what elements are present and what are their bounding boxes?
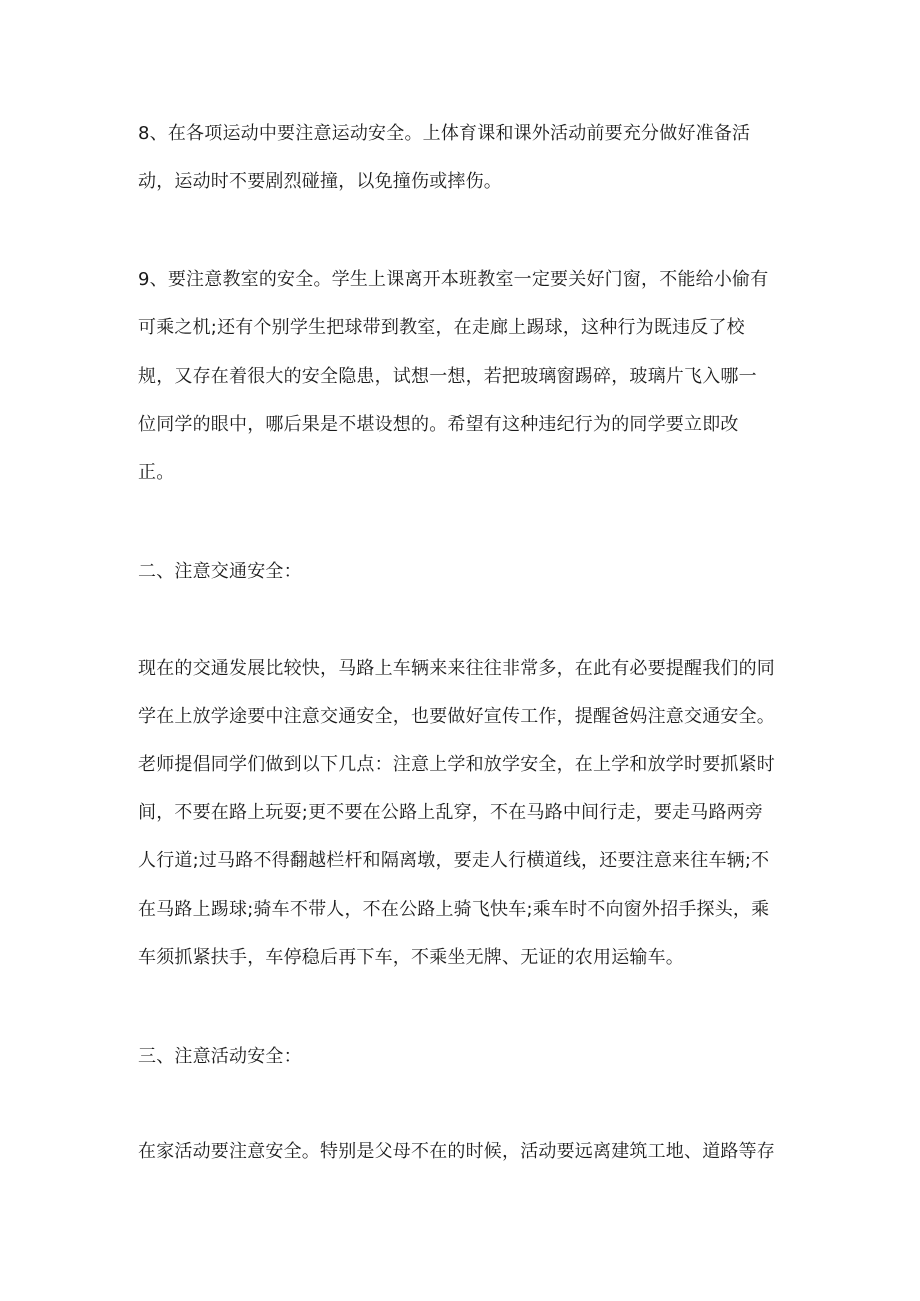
paragraph-9-line-4: 位同学的眼中，哪后果是不堪设想的。希望有这种违纪行为的同学要立即改 [138, 414, 739, 435]
paragraph-traffic-line-3: 老师提倡同学们做到以下几点：注意上学和放学安全，在上学和放学时要抓紧时 [138, 754, 775, 775]
paragraph-9-line-5: 正。 [138, 462, 175, 483]
paragraph-traffic-line-2: 学在上放学途要中注意交通安全，也要做好宣传工作，提醒爸妈注意交通安全。 [138, 706, 775, 727]
paragraph-traffic-line-5: 人行道;过马路不得翻越栏杆和隔离墩，要走人行横道线，还要注意来往车辆;不 [138, 850, 770, 871]
paragraph-9-line-1: 9、要注意教室的安全。学生上课离开本班教室一定要关好门窗，不能给小偷有 [138, 269, 769, 290]
heading-activity-safety: 三、注意活动安全： [138, 1046, 302, 1067]
paragraph-activity-line-1: 在家活动要注意安全。特别是父母不在的时候，活动要远离建筑工地、道路等存 [138, 1141, 775, 1162]
paragraph-traffic-line-1: 现在的交通发展比较快，马路上车辆来来往往非常多，在此有必要提醒我们的同 [138, 658, 775, 679]
paragraph-traffic-line-6: 在马路上踢球;骑车不带人，不在公路上骑飞快车;乘车时不向窗外招手探头，乘 [138, 899, 770, 920]
heading-traffic-safety: 二、注意交通安全： [138, 561, 302, 582]
paragraph-traffic-line-7: 车须抓紧扶手，车停稳后再下车，不乘坐无牌、无证的农用运输车。 [138, 947, 684, 968]
paragraph-8-line-1: 8、在各项运动中要注意运动安全。上体育课和课外活动前要充分做好准备活 [138, 123, 751, 144]
paragraph-9-line-2: 可乘之机;还有个别学生把球带到教室，在走廊上踢球，这种行为既违反了校 [138, 317, 745, 338]
paragraph-traffic-line-4: 间，不要在路上玩耍;更不要在公路上乱穿，不在马路中间行走，要走马路两旁 [138, 802, 764, 823]
paragraph-8-line-2: 动，运动时不要剧烈碰撞，以免撞伤或摔伤。 [138, 171, 502, 192]
paragraph-9-line-3: 规，又存在着很大的安全隐患，试想一想，若把玻璃窗踢碎，玻璃片飞入哪一 [138, 366, 757, 387]
